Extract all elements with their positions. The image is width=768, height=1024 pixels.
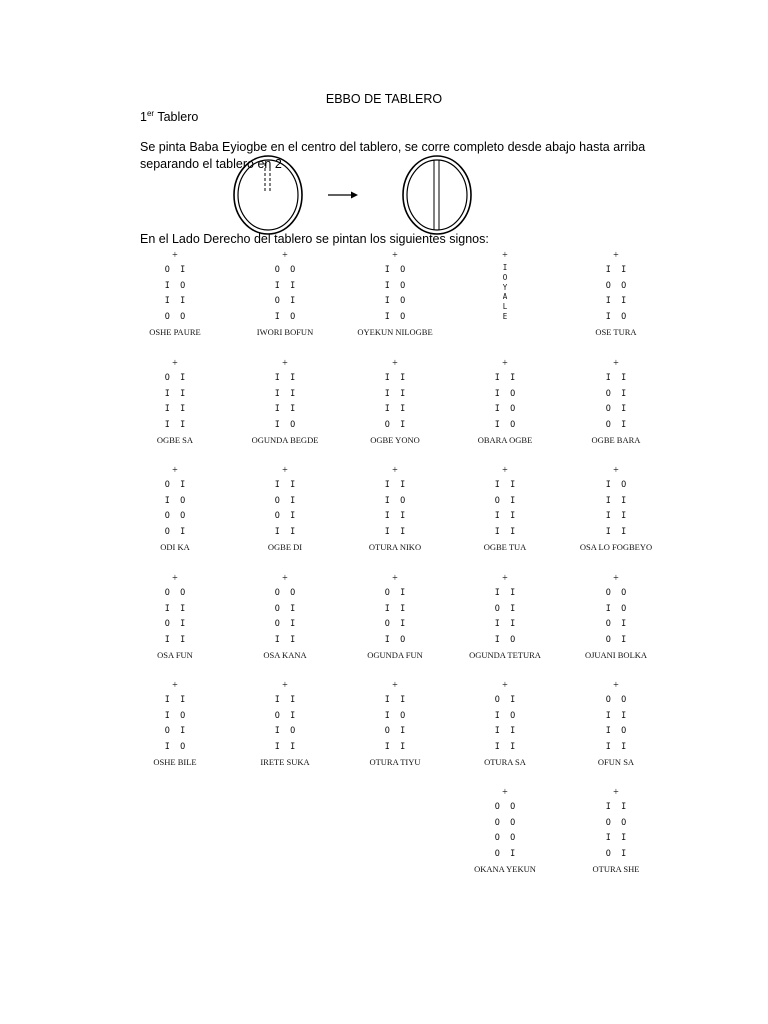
sign-mark-row: O I (164, 726, 186, 736)
vertical-letter: O (502, 272, 508, 282)
plus-mark: + (502, 787, 508, 798)
odu-sign (120, 464, 230, 553)
sign-mark-row: I I (274, 388, 296, 399)
odu-sign (340, 249, 450, 338)
sign-mark-row: I I (494, 726, 516, 736)
sign-mark-row: O I (494, 695, 516, 705)
sign-name: OFUN SA (597, 757, 635, 767)
sign-mark-row: I I (605, 802, 627, 812)
sign-mark-row: I I (384, 511, 406, 521)
sign-mark-row: I I (274, 280, 296, 291)
plus-mark: + (502, 680, 508, 691)
sign-name: OTURA SA (484, 757, 526, 767)
sign-name: OGUNDA FUN (367, 650, 423, 660)
odu-sign (450, 464, 560, 553)
sign-mark-row: I I (494, 373, 516, 383)
sign-mark-row: O O (164, 588, 186, 598)
odu-sign (561, 249, 671, 338)
plus-mark: + (392, 680, 398, 691)
sign-mark-row: I I (164, 634, 186, 645)
odu-sign (450, 786, 560, 875)
sign-mark-row: O O (274, 265, 296, 275)
plus-mark: + (282, 250, 288, 261)
sign-mark-row: O I (494, 848, 516, 859)
sign-mark-row: I I (494, 526, 516, 537)
sign-mark-row: O I (605, 619, 627, 629)
plus-mark: + (172, 358, 178, 369)
sign-mark-row: I I (605, 296, 627, 306)
sign-mark-row: I I (384, 526, 406, 537)
sign-mark-row: I I (605, 373, 627, 383)
sign-mark-row: O I (384, 588, 406, 598)
plus-mark: + (613, 465, 619, 476)
sign-mark-row: I I (164, 404, 186, 414)
vertical-letter: E (502, 311, 508, 321)
sign-name: OGUNDA BEGDE (251, 435, 319, 445)
sign-name: OGBE TUA (483, 542, 527, 552)
sign-mark-row: O O (164, 511, 186, 521)
sign-mark-row: I I (164, 603, 186, 614)
sign-mark-row: I I (274, 695, 296, 705)
sign-mark-row: I O (494, 710, 516, 721)
sign-mark-row: I I (164, 296, 186, 306)
sign-name: OGBE DI (267, 542, 303, 552)
sign-name: OGUNDA TETURA (469, 650, 541, 660)
subtitle-number: 1 (140, 110, 147, 124)
odu-sign (230, 464, 340, 553)
odu-sign (340, 357, 450, 446)
sign-mark-row: O O (494, 833, 516, 843)
sign-mark-row: O I (274, 296, 296, 306)
sign-name: OJUANI BOLKA (584, 650, 648, 660)
vertical-letter: Y (502, 282, 508, 292)
sign-name: OBARA OGBE (477, 435, 533, 445)
board-before-circle (234, 156, 302, 234)
sign-mark-row: I O (384, 311, 406, 322)
signs-intro-paragraph: En el Lado Derecho del tablero se pintan los siguientes signos: (140, 232, 489, 246)
plus-mark: + (613, 358, 619, 369)
sign-mark-row: O I (164, 526, 186, 537)
odu-sign (340, 572, 450, 661)
sign-mark-row: I I (384, 480, 406, 490)
sign-mark-row: O O (605, 280, 627, 291)
sign-mark-row: O I (605, 634, 627, 645)
odu-sign (561, 679, 671, 768)
odu-sign (340, 464, 450, 553)
plus-mark: + (502, 573, 508, 584)
sign-mark-row: O I (605, 404, 627, 414)
plus-mark: + (172, 680, 178, 691)
sign-mark-row: I I (494, 741, 516, 752)
subtitle-superscript: er (146, 109, 155, 118)
sign-mark-row: O O (164, 311, 186, 322)
odu-sign (120, 679, 230, 768)
sign-name: OSHE BILE (153, 757, 197, 767)
sign-mark-row: I O (164, 280, 186, 291)
plus-mark: + (613, 680, 619, 691)
odu-sign (230, 679, 340, 768)
sign-name: OTURA SHE (592, 864, 640, 874)
plus-mark: + (502, 465, 508, 476)
sign-mark-row: O I (494, 495, 516, 506)
sign-mark-row: I I (494, 480, 516, 490)
vertical-letter: A (502, 292, 508, 302)
sign-mark-row: O O (605, 817, 627, 828)
odu-sign (450, 249, 560, 322)
sign-mark-row: O O (605, 695, 627, 705)
plus-mark: + (392, 250, 398, 261)
vertical-letter: I (502, 263, 508, 272)
sign-mark-row: I I (164, 695, 186, 705)
sign-mark-row: I I (274, 634, 296, 645)
odu-sign (340, 679, 450, 768)
sign-name: OTURA NIKO (368, 542, 422, 552)
odu-sign (450, 357, 560, 446)
sign-mark-row: I I (605, 833, 627, 843)
sign-mark-row: I O (384, 280, 406, 291)
sign-name: IWORI BOFUN (256, 327, 314, 337)
sign-mark-row: O I (274, 603, 296, 614)
sign-mark-row: O I (605, 848, 627, 859)
sign-mark-row: O I (494, 603, 516, 614)
sign-mark-row: I O (274, 419, 296, 430)
sign-name: OGBE SA (156, 435, 194, 445)
sign-mark-row: I O (164, 495, 186, 506)
sign-mark-row: I I (274, 741, 296, 752)
plus-mark: + (613, 250, 619, 261)
sign-name: OKANA YEKUN (474, 864, 536, 874)
plus-mark: + (613, 787, 619, 798)
sign-mark-row: I I (494, 588, 516, 598)
sign-mark-row: O I (164, 619, 186, 629)
odu-sign (230, 572, 340, 661)
sign-mark-row: O I (274, 619, 296, 629)
plus-mark: + (282, 465, 288, 476)
plus-mark: + (502, 358, 508, 369)
plus-mark: + (613, 573, 619, 584)
plus-mark: + (502, 250, 508, 261)
sign-mark-row: I O (274, 311, 296, 322)
sign-mark-row: I I (384, 603, 406, 614)
sign-name: ODI KA (160, 542, 190, 552)
plus-mark: + (172, 250, 178, 261)
sign-mark-row: I I (164, 388, 186, 399)
sign-mark-row: I I (494, 511, 516, 521)
odu-sign (450, 679, 560, 768)
sign-mark-row: I I (384, 695, 406, 705)
sign-mark-row: O I (605, 388, 627, 399)
odu-sign (561, 786, 671, 875)
odu-sign (230, 249, 340, 338)
sign-mark-row: I I (605, 511, 627, 521)
odu-sign (561, 357, 671, 446)
sign-mark-row: I O (494, 404, 516, 414)
sign-mark-row: O I (605, 419, 627, 430)
sign-mark-row: I I (494, 619, 516, 629)
sign-name: OGBE YONO (370, 435, 420, 445)
sign-mark-row: I I (164, 419, 186, 430)
sign-name: OSHE PAURE (149, 327, 201, 337)
sign-mark-row: I I (274, 526, 296, 537)
sign-mark-row: I O (164, 710, 186, 721)
sign-mark-row: I O (494, 419, 516, 430)
sign-mark-row: I I (605, 265, 627, 275)
sign-mark-row: I I (384, 373, 406, 383)
sign-mark-row: I O (164, 741, 186, 752)
plus-mark: + (282, 680, 288, 691)
sign-mark-row: O O (274, 588, 296, 598)
board-after-circle (403, 156, 471, 234)
sign-mark-row: I O (605, 603, 627, 614)
sign-mark-row: O O (605, 588, 627, 598)
arrow-right-icon (328, 192, 358, 199)
sign-name: OYEKUN NILOGBE (357, 327, 433, 337)
instruction-paragraph: Se pinta Baba Eyiogbe en el centro del tablero, se corre completo desde abajo hasta arriba separando el tablero en 2 (140, 140, 646, 171)
sign-name: OTURA TIYU (369, 757, 421, 767)
odu-sign (561, 572, 671, 661)
sign-name: OSA KANA (263, 650, 307, 660)
sign-mark-row: O I (164, 373, 186, 383)
sign-mark-row: O I (384, 619, 406, 629)
odu-sign (230, 357, 340, 446)
vertical-letter: L (502, 302, 508, 312)
sign-mark-row: O I (274, 710, 296, 721)
sign-mark-row: O I (384, 419, 406, 430)
sign-mark-row: I I (274, 480, 296, 490)
sign-mark-row: I I (384, 741, 406, 752)
sign-mark-row: I I (274, 373, 296, 383)
sign-mark-row: O I (384, 726, 406, 736)
sign-name: OSA LO FOGBEYO (579, 542, 653, 552)
sign-mark-row: I I (274, 404, 296, 414)
sign-mark-row: O O (494, 817, 516, 828)
odu-sign (120, 357, 230, 446)
plus-mark: + (172, 573, 178, 584)
sign-name: OSE TURA (595, 327, 637, 337)
sign-mark-row: O I (164, 480, 186, 490)
plus-mark: + (392, 465, 398, 476)
sign-name: IRETE SUKA (260, 757, 310, 767)
sign-mark-row: I I (384, 404, 406, 414)
sign-mark-row: I I (605, 741, 627, 752)
sign-mark-row: I O (384, 495, 406, 506)
plus-mark: + (282, 358, 288, 369)
odu-sign (450, 572, 560, 661)
odu-sign (561, 464, 671, 553)
sign-mark-row: I O (605, 480, 627, 490)
sign-mark-row: I O (274, 726, 296, 736)
plus-mark: + (392, 573, 398, 584)
sign-mark-row: I I (605, 495, 627, 506)
sign-mark-row: I O (384, 710, 406, 721)
sign-mark-row: I O (384, 296, 406, 306)
sign-mark-row: I O (494, 388, 516, 399)
odu-sign (120, 572, 230, 661)
subtitle-text: Tablero (157, 110, 199, 124)
sign-mark-row: I I (605, 710, 627, 721)
sign-mark-row: I O (384, 634, 406, 645)
sign-mark-row: O O (494, 802, 516, 812)
plus-mark: + (392, 358, 398, 369)
sign-mark-row: O I (164, 265, 186, 275)
plus-mark: + (172, 465, 178, 476)
sign-mark-row: I I (384, 388, 406, 399)
sign-mark-row: O I (274, 511, 296, 521)
sign-name: OSA FUN (157, 650, 193, 660)
sign-mark-row: I O (605, 726, 627, 736)
sign-mark-row: O I (274, 495, 296, 506)
sign-mark-row: I O (494, 634, 516, 645)
sign-mark-row: I O (384, 265, 406, 275)
sign-mark-row: I O (605, 311, 627, 322)
sign-name: OGBE BARA (591, 435, 641, 445)
document-title: EBBO DE TABLERO (325, 92, 443, 106)
odu-sign (120, 249, 230, 338)
sign-mark-row: I I (605, 526, 627, 537)
plus-mark: + (282, 573, 288, 584)
